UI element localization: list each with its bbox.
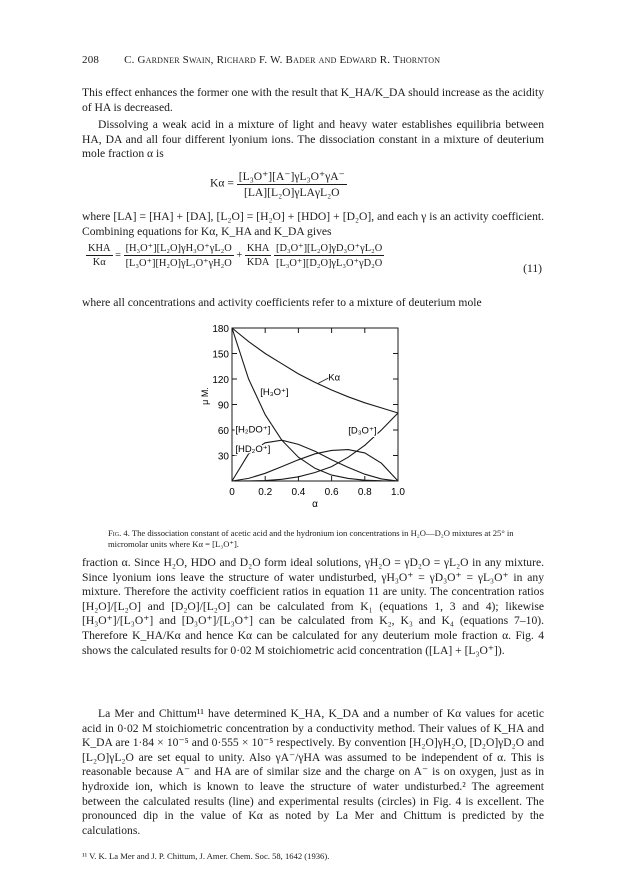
equation-ratio <box>245 243 272 268</box>
equation-term2 <box>274 242 384 269</box>
page-number: 208 <box>82 54 100 66</box>
paragraph-text: where all concentrations and activity coefficients refer to a mixture of deuterium mole <box>82 296 482 309</box>
caption-text: The dissociation constant of acetic acid and the hydronium ion concentrations in H₂O—D₂O mixtures at 25° in micromolar units where Kα = [L₃O⁺]. <box>108 528 514 549</box>
y-axis-label: μ M. <box>200 387 210 405</box>
x-tick-label: 0.6 <box>324 487 339 498</box>
equation-lhs: Kα = <box>210 176 234 190</box>
h2do-label: [H₂DO⁺] <box>235 424 271 436</box>
paragraph-effect <box>82 86 544 115</box>
x-tick-label: 0 <box>229 487 235 498</box>
equation-fraction <box>237 169 347 199</box>
y-tick-label: 30 <box>217 451 229 463</box>
paragraph-text: La Mer and Chittum¹¹ have determined K_HA, K_DA and a number of Kα values for acetic acid in 0·02 M stoichiometric concentration by a conductivity method. Their values of K_HA and K_DA are 1·84 × 10⁻⁵ and 0·555 × 10⁻⁵ respectively. By convention [H₂O]γH₂O, [D₂O]γD₂O and [L₂O]γL₂O are set equal to unity. Also γA⁻/γHA was assumed to be independent of α. This is reasonable because A⁻ and HA are of similar size and the charge on A⁻ is on oxygen, just as in hydroxide ion, which is known to leave the structure of water undisturbed.² The agreement between the calculated results (line) and experimental results (circles) in Fig. 4 is excellent. The pronounced dip in the value of Kα as noted by La Mer and Chittum is predicted by the calculations. <box>82 707 544 837</box>
paragraph-text: Dissolving a weak acid in a mixture of light and heavy water establishes equilibria between HA, DA and all four different lyonium ions. The dissociation constant in a mixture of deuterium mole fraction α is <box>82 118 544 161</box>
equation-numerator: [L₃O⁺][A⁻]γL₃O⁺γA⁻ <box>238 170 345 183</box>
equation-numerator: [H₃O⁺][L₂O]γH₃O⁺γL₂O <box>125 243 232 254</box>
y-tick-label: 180 <box>212 324 229 335</box>
equation-kalpha <box>210 169 347 199</box>
running-header <box>82 54 542 66</box>
footnote: ¹¹ V. K. La Mer and J. P. Chittum, J. Amer. Chem. Soc. 58, 1642 (1936). <box>82 851 330 861</box>
paragraph-text: where [LA] = [HA] + [DA], [L₂O] = [H₂O] + [HDO] + [D₂O], and each γ is an activity coefficient. Combining equations for Kα, K_HA and K_DA gives <box>82 210 544 238</box>
equation-numerator: [D₃O⁺][L₂O]γD₃O⁺γL₂O <box>276 243 383 254</box>
x-tick-label: 0.2 <box>258 487 273 498</box>
paragraph-text: This effect enhances the former one with the result that K_HA/K_DA should increase as the acidity of HA is decreased. <box>82 86 544 114</box>
equation-lhs-fraction <box>86 243 113 268</box>
equation-denominator: [L₃O⁺][D₂O]γL₃O⁺γD₂O <box>276 258 383 269</box>
x-axis-label: α <box>312 499 318 510</box>
ka-leader-line <box>318 378 328 383</box>
x-tick-label: 0.8 <box>357 487 372 498</box>
h3o-label: [H₃O⁺] <box>260 387 289 399</box>
plus-sign: + <box>236 249 245 261</box>
paragraph-where <box>82 210 544 239</box>
equation-numerator: KHA <box>88 243 111 254</box>
x-tick-label: 1.0 <box>391 487 405 498</box>
ka-label: Kα <box>328 372 341 384</box>
equation-denominator: Kα <box>92 257 106 268</box>
caption-label: Fig. 4. <box>108 528 130 538</box>
equation-numerator: KHA <box>246 243 270 254</box>
ka-line <box>232 328 398 413</box>
y-tick-label: 120 <box>212 375 229 386</box>
d3o-label: [D₃O⁺] <box>348 425 377 437</box>
paragraph-lamer <box>82 707 544 838</box>
x-tick-label: 0.4 <box>291 487 306 498</box>
y-tick-label: 90 <box>217 400 229 412</box>
equation-number: (11) <box>523 262 542 275</box>
paragraph-dissolving <box>82 118 544 162</box>
equation-denominator: KDA <box>246 257 270 268</box>
hd2o-label: [HD₂O⁺] <box>235 444 271 456</box>
y-tick-label: 60 <box>217 426 229 437</box>
y-tick-label: 150 <box>212 349 229 361</box>
equation-term1 <box>124 242 234 269</box>
paragraph-text: fraction α. Since H₂O, HDO and D₂O form ideal solutions, γH₂O = γD₂O = γL₂O in any mixture. Since lyonium ions leave the structure of water undisturbed, γH₃O⁺ = γD₃O⁺ = γL₃O⁺ in any mixture. Therefore the activity coefficient ratios in equation 11 are unity. The concentration ratios [H₂O]/[L₂O] and [D₂O]/[L₂O] can be calculated from K₁ (equations 1, 3 and 4); likewise [H₃O⁺]/[L₃O⁺] and [D₃O⁺]/[L₃O⁺] can be calculated from K₂, K₃ and K₄ (equations 7–10). Therefore K_HA/Kα and hence Kα can be calculated for any deuterium mole fraction α. Fig. 4 shows the calculated results for 0·02 M stoichiometric acid concentration ([LA] + [L₃O⁺]). <box>82 556 544 657</box>
paragraph-fraction <box>82 556 544 658</box>
equation-denominator: [L₃O⁺][H₂O]γL₃O⁺γH₂O <box>125 258 232 269</box>
equals-sign: = <box>115 249 124 261</box>
figure-caption <box>108 528 518 550</box>
equation-denominator: [LA][L₂O]γLAγL₂O <box>243 186 340 199</box>
equation-11 <box>86 242 384 269</box>
header-authors: C. Gardner Swain, Richard F. W. Bader and Edward R. Thornton <box>124 54 441 66</box>
paragraph-where-all <box>82 296 544 311</box>
figure-4-chart <box>0 315 624 525</box>
